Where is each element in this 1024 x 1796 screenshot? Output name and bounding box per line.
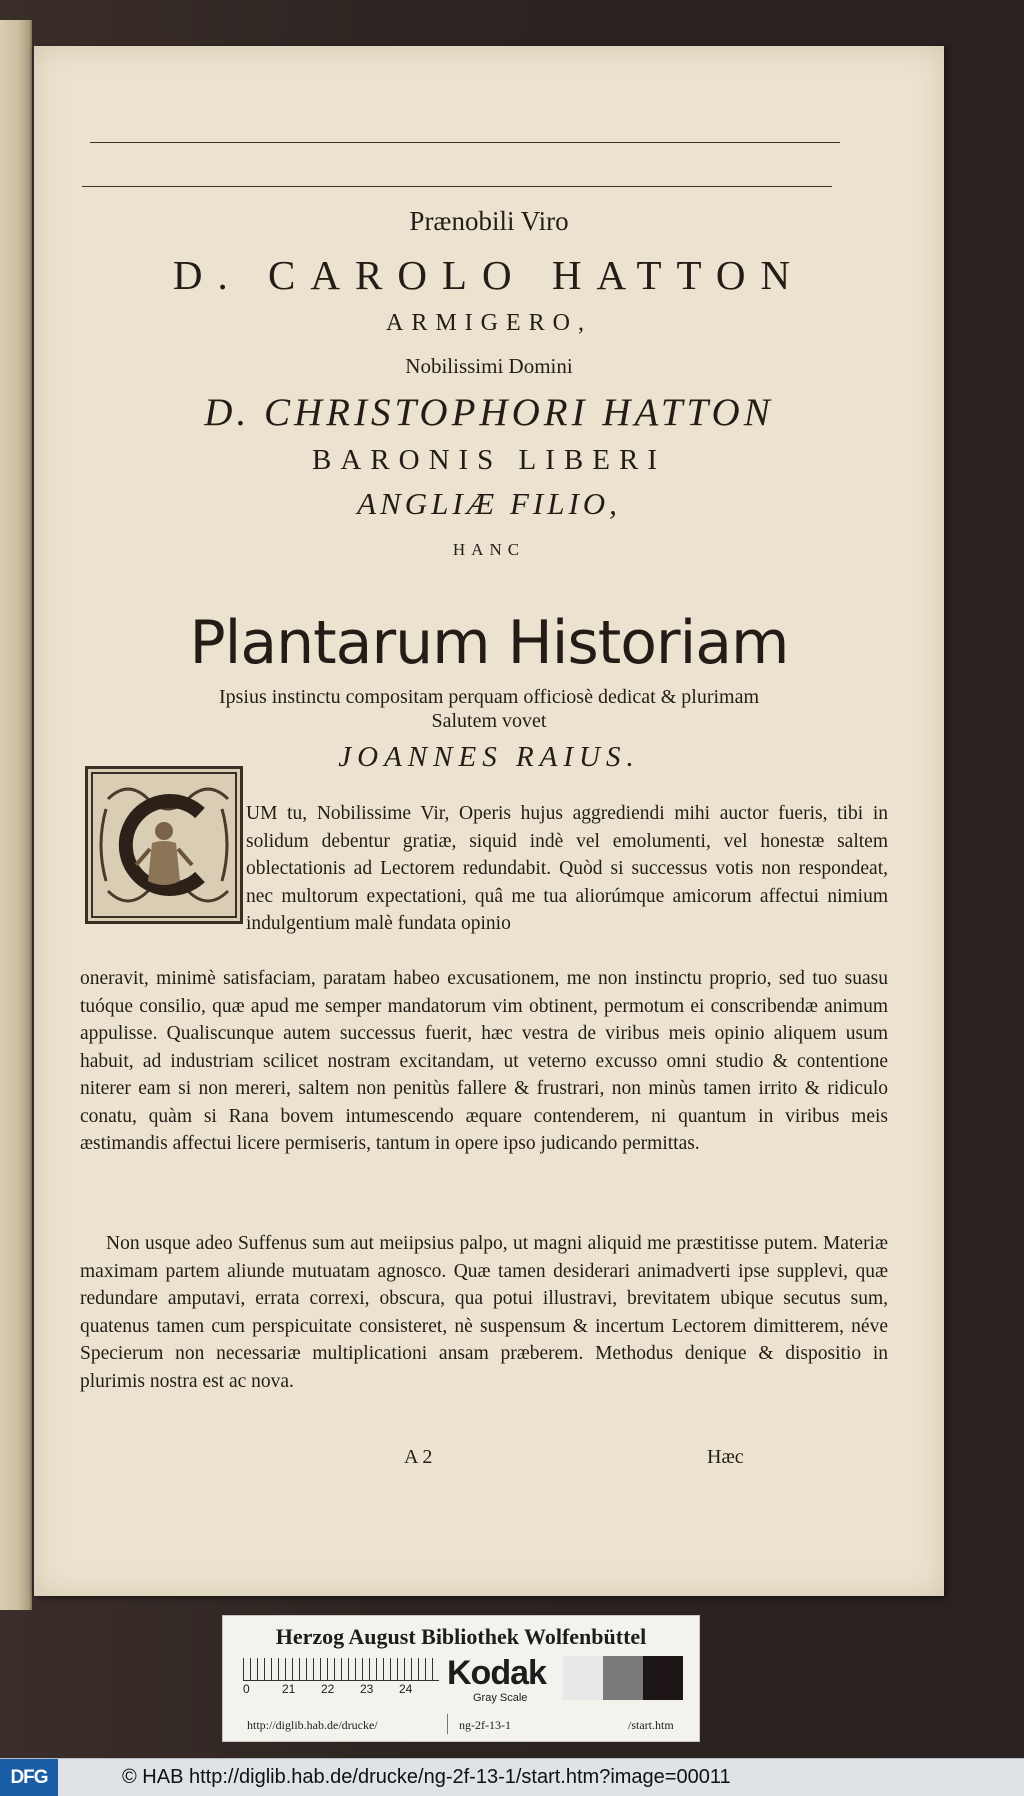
viewer-footer (0, 1758, 1024, 1796)
ruler-number: 21 (282, 1682, 296, 1696)
dedication-line-1: Prænobili Viro (409, 206, 569, 236)
dedication-line-6: BARONIS LIBERI (312, 444, 666, 476)
library-color-card (222, 1615, 700, 1742)
gray-scale-label: Gray Scale (473, 1692, 528, 1704)
dedication-author: JOANNES RAIUS. (338, 741, 640, 773)
catchword: Hæc (707, 1446, 744, 1468)
measurement-ruler (243, 1658, 439, 1681)
dfg-logo[interactable]: DFG (0, 1759, 58, 1796)
dedication-line-11: Salutem vovet (431, 710, 547, 732)
top-rule-1 (90, 142, 840, 143)
book-page (34, 46, 944, 1596)
dedication-title: Plantarum Historiam (189, 608, 789, 678)
paragraph-1-start: UM tu, Nobilissime Vir, Operis hujus aggrediendi mihi auctor fueris, tibi in solidum debentur gratiæ, siquid indè vel emolumenti, vel honestæ saltem oblectationis ad Lectorem redundabit. Quòd si successus votis non respondeat, nec multorum expectationi, quâ me tua aliorúmque amicorum affectui nimium indulgentium malè fundata opinio (246, 803, 888, 934)
library-name: Herzog August Bibliothek Wolfenbüttel (275, 1624, 647, 1649)
dedication-father-name: D. CHRISTOPHORI HATTON (204, 391, 774, 434)
url-divider (447, 1714, 448, 1734)
swatch-light (563, 1656, 603, 1700)
signature-mark: A 2 (404, 1446, 433, 1468)
ruler-number: 0 (243, 1682, 250, 1696)
copyright-link[interactable]: © HAB http://diglib.hab.de/drucke/ng-2f-13-1/start.htm?image=00011 (122, 1766, 731, 1788)
decorated-initial-c (85, 766, 243, 924)
top-rule-2 (82, 186, 832, 187)
dedication-line-3: ARMIGERO, (385, 310, 592, 336)
ruler-number: 23 (360, 1682, 374, 1696)
card-url-id: ng-2f-13-1 (459, 1718, 511, 1732)
previous-page-edge (0, 20, 32, 1610)
swatch-mid (603, 1656, 643, 1700)
paragraph-1-continued: oneravit, minimè satisfaciam, paratam habeo excusationem, me non instinctu proprio, sed tuo suasu tuóque consilio, quæ apud me semper mandatorum vim obtinent, permotum ei conscribendæ animum appulisse. Qualiscunque autem successus fuerit, hæc vestra de viribus meis opinio aliquem usum habuit, ad industriam scilicet nostram excitandam, ut veterno excusso omni studio & contentione niterer eam si non mereri, saltem non penitùs fallere & frustrari, non minùs tamen irrito & ridiculo conatu, quàm si Rana bovem intumescendo æquare contenderem, ni quantum in viribus meis æstimandis affectui licere permiseris, tantum in opere ipso judicando permittas. (80, 968, 888, 1154)
swatch-dark (643, 1656, 683, 1700)
dedication-line-7: ANGLIÆ FILIO, (357, 486, 621, 521)
card-url-end: /start.htm (628, 1718, 674, 1732)
dedication-line-8: HANC (452, 540, 526, 559)
dedication-line-10: Ipsius instinctu compositam perquam officiosè dedicat & plurimam (218, 686, 760, 708)
kodak-logo: Kodak (447, 1654, 546, 1692)
dedication-name: D. CAROLO HATTON (172, 252, 806, 298)
ruler-numbers (243, 1682, 443, 1696)
dedication-line-4: Nobilissimi Domini (405, 354, 573, 378)
card-url-base: http://diglib.hab.de/drucke/ (247, 1718, 378, 1732)
paragraph-2: Non usque adeo Suffenus sum aut meiipsius palpo, ut magni aliquid me præstitisse putem. Materiæ maximam partem aliunde mutuatam agnosco. Quæ tamen desiderari animadverti ipse supplevi, quæ redundare amputavi, errata correxi, obscura, qua potui illustravi, brevitatem ubique secutus sum, quatenus tamen cum perspicuitate consisteret, nè suspensum & incertum Lectorem dimitterem, néve Specierum non necessariæ multiplicationi ansam præberem. Methodus denique & dispositio in plurimis nostra est ac nova. (80, 1233, 888, 1392)
ruler-number: 22 (321, 1682, 335, 1696)
gray-scale-swatches (563, 1656, 683, 1700)
ruler-ticks (243, 1658, 439, 1680)
ruler-number: 24 (399, 1682, 413, 1696)
